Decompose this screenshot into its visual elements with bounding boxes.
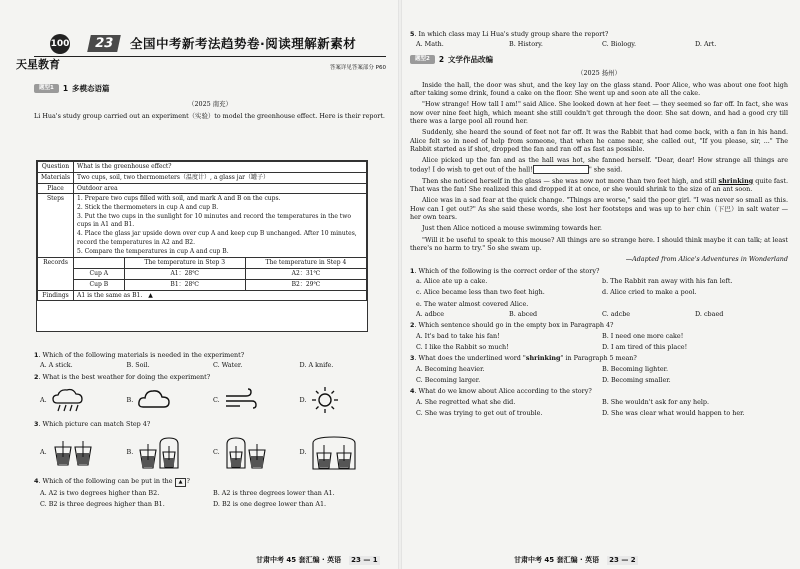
option-c[interactable]: C. adcbe	[602, 309, 631, 318]
question-5: 5. In which class may Li Hua's study group share the report? A. Math. B. History. C. Biology. D. Art.	[410, 30, 788, 49]
section-title: 文学作品改编	[448, 54, 494, 64]
question-r1: 1. Which of the following is the correct order of the story? a. Alice ate up a cake. b. The Rabbit ran away with his fan left. c. Alice became less than two feet high. d. Alice cried to make a pool. e. The water almost covered Alice. A. adbce B. abced C. adcbe D. cbaed	[410, 267, 788, 319]
option-a[interactable]: A. It's bad to take his fan!	[416, 331, 500, 340]
option-a[interactable]: A. Becoming heavier.	[416, 364, 485, 373]
option-c[interactable]: C.	[213, 387, 300, 413]
temp-cell: B1：28℃	[124, 279, 245, 289]
cup-label: Cup A	[74, 269, 124, 280]
option-d[interactable]: D. Art.	[695, 40, 717, 49]
option-a[interactable]: A.	[40, 387, 127, 413]
step-item: 2. Stick the thermometers in cup A and cup B.	[77, 204, 219, 212]
story-passage	[410, 81, 788, 264]
set-number-badge: 23	[87, 35, 121, 52]
section-heading	[410, 55, 788, 65]
event-item: e. The water almost covered Alice.	[416, 299, 529, 308]
option-c[interactable]: C. She was trying to get out of trouble.	[416, 408, 543, 417]
option-a[interactable]: A. She regretted what she did.	[416, 397, 516, 406]
question-1: 1. Which of the following materials is needed in the experiment? A. A stick. B. Soil. C. Water. D. A knife.	[34, 351, 386, 370]
row-label: Place	[38, 183, 74, 194]
series-title: 全国中考新考法趋势卷·阅读理解新素材	[130, 36, 357, 51]
section-title: 多模态语篇	[72, 84, 110, 93]
experiment-report-table	[36, 160, 368, 332]
row-value: Two cups, soil, two thermometers（温度计）, a glass jar（罐子）	[74, 172, 367, 183]
jar-over-cup-b-icon	[137, 434, 181, 470]
option-c[interactable]: C. Becoming larger.	[416, 375, 481, 384]
table-row	[38, 258, 367, 290]
event-item: b. The Rabbit ran away with his fan left.	[602, 276, 733, 285]
option-d[interactable]: D. I am tired of this place!	[602, 342, 688, 351]
paragraph: Then she noticed herself in the glass — she was now not more than two feet high, and still shrinking quite fast. That was the fan! She realized this and dropped it at once, or she would shrink to the size of an ant soon.	[410, 176, 788, 194]
option-a[interactable]: A. A2 is two degrees higher than B2.	[40, 488, 160, 497]
option-d[interactable]: D.	[300, 433, 387, 471]
row-label: Records	[38, 258, 74, 290]
option-b[interactable]: B. I need one more cake!	[602, 331, 684, 340]
table-row	[38, 183, 367, 194]
option-d[interactable]: D. A knife.	[299, 361, 334, 370]
row-label: Steps	[38, 194, 74, 258]
option-a[interactable]: A. Math.	[416, 40, 444, 49]
option-b[interactable]: B. Soil.	[126, 361, 150, 370]
records-cell	[74, 258, 367, 290]
section-heading	[34, 84, 386, 94]
source-credit: —Adapted from Alice's Adventures in Wonderland	[625, 255, 788, 264]
option-c[interactable]: C. I like the Rabbit so much!	[416, 342, 509, 351]
right-content	[410, 30, 788, 417]
records-header: The temperature in Step 4	[245, 258, 366, 268]
question-2: 2. What is the best weather for doing the experiment? A. B. C. D.	[34, 373, 386, 417]
cup-label: Cup B	[74, 279, 124, 289]
paragraph: Just then Alice noticed a mouse swimming towards her.	[422, 224, 602, 233]
wind-icon	[224, 387, 258, 413]
page-footer	[256, 556, 380, 565]
logo-text: 天星教育	[16, 58, 60, 71]
left-questions	[34, 348, 386, 508]
option-b[interactable]: B. abced	[509, 309, 538, 318]
sun-icon	[310, 386, 340, 414]
question-3: 3. Which picture can match Step 4? A. B. C. D.	[34, 420, 386, 474]
section-number: 2	[438, 54, 445, 64]
question-r4: 4. What do we know about Alice according to the story? A. She regretted what she did. B. She wouldn't ask for any help. C. She was trying to get out of trouble. D. She was clear what would happen to her.	[410, 387, 788, 417]
jar-over-both-cups-icon	[310, 433, 358, 471]
option-d[interactable]: D. She was clear what would happen to her.	[602, 408, 745, 417]
option-b[interactable]: B.	[127, 434, 214, 470]
option-c[interactable]: C. Water.	[213, 361, 243, 370]
step-item: 4. Place the glass jar upside down over cup A and keep cup B unchanged. After 10 minutes, record the temperatures in A2 and B2.	[77, 230, 357, 246]
underlined-word: shrinking	[718, 176, 754, 185]
paragraph: "How strange! How tall I am!" said Alice. She looked down at her feet — they seemed so far off. In fact, she was now over nine feet high, which meant she still couldn't get through the door. She sat down, and had a good cry till there was a large pool all round her.	[410, 100, 788, 126]
step-item: 5. Compare the temperatures in cup A and cup B.	[77, 247, 229, 255]
option-c[interactable]: C. Biology.	[602, 40, 637, 49]
intro-text: Li Hua's study group carried out an experiment（实验）to model the greenhouse effect. Here is their report.	[34, 112, 385, 121]
option-c[interactable]: C. B2 is three degrees higher than B1.	[40, 500, 165, 509]
row-label: Materials	[38, 172, 74, 183]
section-number: 1	[62, 84, 69, 93]
two-cups-no-jar-icon	[51, 437, 95, 467]
records-row	[74, 279, 366, 289]
temp-cell: A2：31℃	[245, 269, 366, 280]
paragraph: Suddenly, she heard the sound of feet not far off. It was the Rabbit that had come back, with a fan in his hand. Alice felt so in need of help from someone, that when he came near, she called out, "If you please, sir, ..." The Rabbit started as if shot, dropped the fan and ran off as fast as possible.	[410, 128, 788, 154]
option-d[interactable]: D. B2 is one degree lower than A1.	[213, 500, 327, 509]
right-page	[400, 0, 800, 569]
rain-cloud-icon	[51, 387, 85, 413]
temp-cell: B2：29℃	[245, 279, 366, 289]
section-tag: 题型1	[34, 84, 59, 93]
blank-marker: ▲	[175, 478, 187, 487]
source-label: （2025 南充）	[188, 99, 232, 108]
page-header	[16, 0, 386, 71]
table-row	[38, 194, 367, 258]
logo-badge: 100	[50, 34, 70, 54]
option-d[interactable]: D. cbaed	[695, 309, 724, 318]
answer-reference: 答案详见答案部分 P60	[329, 65, 386, 71]
section-1	[34, 84, 386, 126]
temp-cell: A1：28℃	[124, 269, 245, 280]
page-number: 23 — 2	[609, 555, 636, 564]
row-label: Findings	[38, 290, 74, 301]
question-4: 4. Which of the following can be put in the ▲ ? A. A2 is two degrees higher than B2. B. A2 is three degrees lower than A1. C. B2 is three degrees higher than B1. D. B2 is one degree lower than A1.	[34, 477, 386, 508]
answer-blank-box[interactable]	[533, 165, 589, 174]
table-row	[38, 290, 367, 301]
footer-text: 甘肃中考 45 套汇编 · 英语	[514, 555, 600, 564]
option-d[interactable]: D. Becoming smaller.	[602, 375, 671, 384]
paragraph: Alice picked up the fan and as the hall was hot, she fanned herself. "Dear, dear! How strange all things are today! I do wish to get out of the hall! " she said.	[410, 156, 788, 174]
paragraph: Inside the hall, the door was shut, and the key lay on the glass stand. Poor Alice, who was about one foot high after taking some drink, found a cake on the floor. She went up and soon ate all the cake.	[410, 80, 788, 98]
question-r2: 2. Which sentence should go in the empty box in Paragraph 4? A. It's bad to take his fan! B. I need one more cake! C. I like the Rabbit so much! D. I am tired of this place!	[410, 321, 788, 351]
option-a[interactable]: A. adbce	[416, 309, 445, 318]
row-value: What is the greenhouse effect?	[74, 162, 367, 173]
records-header: The temperature in Step 3	[124, 258, 245, 268]
steps-list	[74, 194, 367, 258]
step-item: 3. Put the two cups in the sunlight for 10 minutes and record the temperatures in the two cups in A1 and B1.	[77, 212, 351, 229]
option-b[interactable]: B. History.	[509, 40, 543, 49]
option-c[interactable]: C.	[213, 434, 300, 470]
page-number: 23 — 1	[351, 555, 378, 564]
page-footer	[514, 556, 638, 565]
row-value: Outdoor area	[74, 183, 367, 194]
findings-value: A1 is the same as B1. ▲	[74, 290, 367, 301]
footer-text: 甘肃中考 45 套汇编 · 英语	[256, 555, 342, 564]
source-label: （2025 扬州）	[577, 69, 621, 78]
event-item: c. Alice became less than two feet high.	[416, 288, 545, 297]
records-row	[74, 269, 366, 280]
question-r3: 3. What does the underlined word "shrinking" in Paragraph 5 mean? A. Becoming heavier. B. Becoming lighter. C. Becoming larger. D. Becoming smaller.	[410, 354, 788, 384]
option-a[interactable]: A.	[40, 437, 127, 467]
option-a[interactable]: A. A stick.	[40, 361, 73, 370]
option-b[interactable]: B. Becoming lighter.	[602, 364, 669, 373]
step-item: 1. Prepare two cups filled with soil, and mark A and B on the cups.	[77, 195, 281, 203]
table-row	[38, 162, 367, 173]
jar-over-cup-a-icon	[224, 434, 268, 470]
option-b[interactable]: B.	[127, 387, 214, 413]
event-item: d. Alice cried to make a pool.	[602, 288, 697, 297]
option-b[interactable]: B. A2 is three degrees lower than A1.	[213, 488, 335, 497]
header-rule	[34, 56, 386, 57]
paragraph: Alice was in a sad fear at the quick change. "Things are worse," said the poor girl. "I was never so small as this. How can I get out?" As she said these words, she lost her footsteps and was up to her chin（下巴）in salt water — her own tears.	[410, 196, 788, 221]
table-row	[38, 172, 367, 183]
row-label: Question	[38, 162, 74, 173]
option-d[interactable]: D.	[300, 386, 387, 414]
section-tag: 题型2	[410, 55, 435, 64]
option-b[interactable]: B. She wouldn't ask for any help.	[602, 397, 710, 406]
cloud-icon	[137, 387, 171, 413]
event-item: a. Alice ate up a cake.	[416, 276, 488, 285]
paragraph: "Will it be useful to speak to this mouse? All things are so strange here. I should think maybe it can talk; at least there's no harm to try." So she swam up.	[410, 235, 788, 252]
